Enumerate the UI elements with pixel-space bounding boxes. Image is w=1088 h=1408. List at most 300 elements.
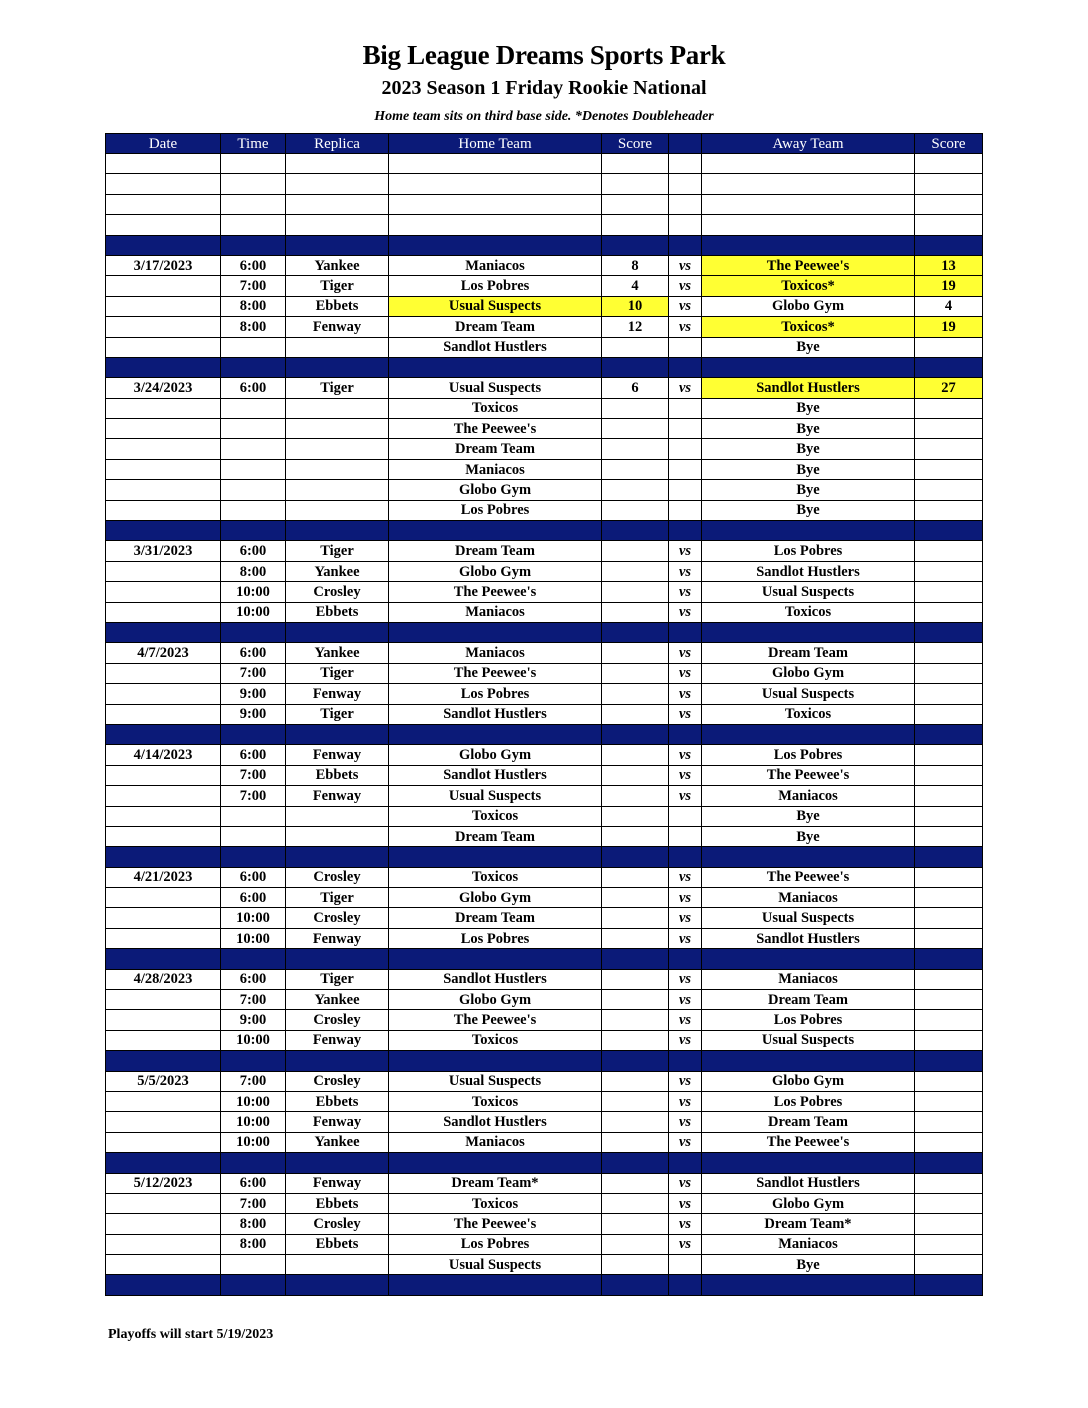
away-team-cell: Maniacos — [702, 969, 915, 989]
date-cell: 4/7/2023 — [106, 643, 221, 663]
home-team-cell: Dream Team* — [389, 1173, 602, 1193]
week-separator-row — [106, 847, 983, 867]
home-team-cell: Usual Suspects — [389, 378, 602, 398]
date-cell — [106, 663, 221, 683]
replica-cell — [286, 1051, 389, 1071]
vs-cell: vs — [669, 1071, 702, 1091]
away-team-cell: Los Pobres — [702, 1010, 915, 1030]
time-cell — [221, 1051, 286, 1071]
replica-cell: Tiger — [286, 888, 389, 908]
away-score-cell — [915, 1091, 983, 1111]
time-cell: 8:00 — [221, 317, 286, 337]
home-score-cell — [602, 908, 669, 928]
time-cell — [221, 806, 286, 826]
table-row — [106, 296, 983, 316]
away-score-cell — [915, 154, 983, 174]
vs-cell — [669, 398, 702, 418]
vs-cell — [669, 480, 702, 500]
away-team-cell: Bye — [702, 337, 915, 357]
date-cell — [106, 1255, 221, 1275]
time-cell: 9:00 — [221, 704, 286, 724]
away-team-cell: Bye — [702, 459, 915, 479]
date-cell — [106, 1214, 221, 1234]
time-cell — [221, 1153, 286, 1173]
time-cell — [221, 357, 286, 377]
time-cell: 7:00 — [221, 1193, 286, 1213]
home-team-cell — [389, 622, 602, 642]
time-cell: 10:00 — [221, 908, 286, 928]
home-score-cell — [602, 480, 669, 500]
table-row — [106, 1214, 983, 1234]
time-cell — [221, 521, 286, 541]
home-team-cell — [389, 154, 602, 174]
table-row — [106, 1173, 983, 1193]
week-separator-row — [106, 235, 983, 255]
vs-cell: vs — [669, 1193, 702, 1213]
replica-cell: Ebbets — [286, 1091, 389, 1111]
vs-cell — [669, 419, 702, 439]
date-cell — [106, 235, 221, 255]
date-cell — [106, 806, 221, 826]
date-cell — [106, 888, 221, 908]
away-score-cell: 19 — [915, 276, 983, 296]
date-cell — [106, 908, 221, 928]
vs-cell — [669, 622, 702, 642]
home-score-cell — [602, 357, 669, 377]
date-cell — [106, 786, 221, 806]
vs-cell: vs — [669, 561, 702, 581]
home-score-cell — [602, 663, 669, 683]
away-team-cell: Bye — [702, 806, 915, 826]
replica-cell — [286, 459, 389, 479]
away-score-cell — [915, 745, 983, 765]
home-score-cell — [602, 867, 669, 887]
date-cell — [106, 622, 221, 642]
home-score-cell — [602, 786, 669, 806]
date-cell: 4/21/2023 — [106, 867, 221, 887]
away-score-cell — [915, 174, 983, 194]
away-team-cell — [702, 724, 915, 744]
vs-cell: vs — [669, 1173, 702, 1193]
away-team-cell: The Peewee's — [702, 765, 915, 785]
away-team-cell — [702, 847, 915, 867]
home-team-cell: The Peewee's — [389, 419, 602, 439]
date-cell — [106, 582, 221, 602]
time-cell: 7:00 — [221, 276, 286, 296]
replica-cell: Ebbets — [286, 1193, 389, 1213]
replica-cell: Crosley — [286, 908, 389, 928]
vs-cell: vs — [669, 663, 702, 683]
header-away-score: Score — [915, 134, 983, 154]
home-score-cell — [602, 765, 669, 785]
home-score-cell — [602, 439, 669, 459]
date-cell — [106, 439, 221, 459]
table-row — [106, 398, 983, 418]
away-team-cell: The Peewee's — [702, 1132, 915, 1152]
away-team-cell: Los Pobres — [702, 541, 915, 561]
table-row — [106, 561, 983, 581]
time-cell: 6:00 — [221, 969, 286, 989]
time-cell: 10:00 — [221, 1091, 286, 1111]
home-team-cell: Globo Gym — [389, 480, 602, 500]
time-cell — [221, 622, 286, 642]
time-cell — [221, 235, 286, 255]
home-team-cell: The Peewee's — [389, 582, 602, 602]
away-score-cell — [915, 1193, 983, 1213]
replica-cell: Fenway — [286, 317, 389, 337]
away-score-cell — [915, 194, 983, 214]
date-cell — [106, 459, 221, 479]
away-score-cell — [915, 561, 983, 581]
header-row — [106, 134, 983, 154]
away-score-cell — [915, 1030, 983, 1050]
home-score-cell — [602, 704, 669, 724]
away-team-cell — [702, 1275, 915, 1295]
table-row — [106, 378, 983, 398]
date-cell — [106, 826, 221, 846]
away-score-cell: 13 — [915, 255, 983, 275]
home-score-cell — [602, 561, 669, 581]
time-cell: 6:00 — [221, 888, 286, 908]
time-cell: 10:00 — [221, 1132, 286, 1152]
vs-cell — [669, 1255, 702, 1275]
home-team-cell: Sandlot Hustlers — [389, 765, 602, 785]
time-cell — [221, 215, 286, 235]
home-score-cell: 4 — [602, 276, 669, 296]
schedule-table — [105, 133, 983, 1296]
replica-cell — [286, 724, 389, 744]
vs-cell: vs — [669, 602, 702, 622]
empty-row — [106, 194, 983, 214]
week-separator-row — [106, 724, 983, 744]
away-team-cell — [702, 235, 915, 255]
replica-cell — [286, 847, 389, 867]
table-row — [106, 684, 983, 704]
replica-cell: Fenway — [286, 745, 389, 765]
time-cell — [221, 194, 286, 214]
away-score-cell — [915, 1010, 983, 1030]
away-team-cell: Sandlot Hustlers — [702, 378, 915, 398]
home-team-cell — [389, 357, 602, 377]
away-score-cell — [915, 480, 983, 500]
date-cell — [106, 1030, 221, 1050]
replica-cell: Ebbets — [286, 296, 389, 316]
home-score-cell — [602, 194, 669, 214]
table-row — [106, 765, 983, 785]
time-cell: 7:00 — [221, 1071, 286, 1091]
away-team-cell: Usual Suspects — [702, 1030, 915, 1050]
away-score-cell — [915, 500, 983, 520]
vs-cell — [669, 357, 702, 377]
home-team-cell — [389, 174, 602, 194]
time-cell — [221, 398, 286, 418]
home-score-cell — [602, 1255, 669, 1275]
home-score-cell — [602, 398, 669, 418]
away-score-cell — [915, 806, 983, 826]
home-score-cell — [602, 643, 669, 663]
vs-cell: vs — [669, 1234, 702, 1254]
week-separator-row — [106, 622, 983, 642]
away-score-cell: 27 — [915, 378, 983, 398]
home-score-cell — [602, 459, 669, 479]
date-cell — [106, 480, 221, 500]
time-cell — [221, 724, 286, 744]
home-team-cell: The Peewee's — [389, 663, 602, 683]
vs-cell: vs — [669, 1091, 702, 1111]
away-score-cell: 4 — [915, 296, 983, 316]
home-team-cell: Los Pobres — [389, 500, 602, 520]
replica-cell: Fenway — [286, 786, 389, 806]
away-score-cell — [915, 949, 983, 969]
time-cell — [221, 459, 286, 479]
vs-cell: vs — [669, 888, 702, 908]
home-team-cell: Dream Team — [389, 541, 602, 561]
home-team-cell: Dream Team — [389, 826, 602, 846]
replica-cell — [286, 357, 389, 377]
away-score-cell — [915, 1153, 983, 1173]
week-separator-row — [106, 357, 983, 377]
time-cell: 9:00 — [221, 684, 286, 704]
date-cell: 3/31/2023 — [106, 541, 221, 561]
home-team-cell: Toxicos — [389, 867, 602, 887]
away-score-cell — [915, 622, 983, 642]
week-separator-row — [106, 521, 983, 541]
vs-cell — [669, 1275, 702, 1295]
table-row — [106, 1112, 983, 1132]
time-cell: 10:00 — [221, 1030, 286, 1050]
home-score-cell — [602, 1275, 669, 1295]
home-score-cell — [602, 847, 669, 867]
away-score-cell — [915, 663, 983, 683]
away-team-cell: Dream Team — [702, 1112, 915, 1132]
away-team-cell: Toxicos — [702, 704, 915, 724]
time-cell: 6:00 — [221, 1173, 286, 1193]
time-cell — [221, 847, 286, 867]
home-score-cell — [602, 1214, 669, 1234]
away-team-cell: Globo Gym — [702, 663, 915, 683]
away-score-cell — [915, 1112, 983, 1132]
table-row — [106, 928, 983, 948]
vs-cell — [669, 1051, 702, 1071]
away-score-cell — [915, 521, 983, 541]
away-team-cell: Globo Gym — [702, 1071, 915, 1091]
time-cell: 6:00 — [221, 745, 286, 765]
vs-cell — [669, 949, 702, 969]
vs-cell: vs — [669, 684, 702, 704]
away-score-cell — [915, 337, 983, 357]
home-team-cell: Sandlot Hustlers — [389, 969, 602, 989]
replica-cell: Ebbets — [286, 602, 389, 622]
date-cell: 4/28/2023 — [106, 969, 221, 989]
away-team-cell: Toxicos* — [702, 317, 915, 337]
home-team-cell: Toxicos — [389, 806, 602, 826]
away-team-cell: Bye — [702, 439, 915, 459]
replica-cell: Fenway — [286, 1173, 389, 1193]
date-cell — [106, 357, 221, 377]
replica-cell: Yankee — [286, 990, 389, 1010]
home-team-cell: Globo Gym — [389, 990, 602, 1010]
away-score-cell — [915, 1214, 983, 1234]
table-row — [106, 786, 983, 806]
replica-cell — [286, 215, 389, 235]
replica-cell — [286, 419, 389, 439]
date-cell — [106, 1234, 221, 1254]
home-score-cell — [602, 1132, 669, 1152]
away-score-cell — [915, 439, 983, 459]
replica-cell: Tiger — [286, 969, 389, 989]
vs-cell: vs — [669, 378, 702, 398]
table-row — [106, 1010, 983, 1030]
time-cell — [221, 949, 286, 969]
date-cell — [106, 1112, 221, 1132]
home-team-cell — [389, 724, 602, 744]
replica-cell: Tiger — [286, 541, 389, 561]
vs-cell: vs — [669, 969, 702, 989]
away-team-cell: Usual Suspects — [702, 908, 915, 928]
away-team-cell: Bye — [702, 419, 915, 439]
schedule-body — [106, 154, 983, 1296]
date-cell: 3/24/2023 — [106, 378, 221, 398]
date-cell — [106, 1275, 221, 1295]
away-team-cell — [702, 949, 915, 969]
away-score-cell — [915, 1132, 983, 1152]
date-cell — [106, 317, 221, 337]
vs-cell: vs — [669, 786, 702, 806]
time-cell — [221, 500, 286, 520]
time-cell: 8:00 — [221, 1214, 286, 1234]
time-cell: 8:00 — [221, 296, 286, 316]
table-row — [106, 602, 983, 622]
table-row — [106, 1071, 983, 1091]
home-score-cell: 10 — [602, 296, 669, 316]
table-row — [106, 1132, 983, 1152]
away-score-cell — [915, 847, 983, 867]
away-team-cell: Bye — [702, 500, 915, 520]
time-cell: 7:00 — [221, 990, 286, 1010]
home-team-cell — [389, 194, 602, 214]
replica-cell: Yankee — [286, 561, 389, 581]
home-score-cell — [602, 1112, 669, 1132]
table-row — [106, 969, 983, 989]
vs-cell: vs — [669, 582, 702, 602]
time-cell: 7:00 — [221, 663, 286, 683]
header-vs — [669, 134, 702, 154]
vs-cell — [669, 439, 702, 459]
away-score-cell — [915, 1071, 983, 1091]
vs-cell: vs — [669, 867, 702, 887]
replica-cell — [286, 194, 389, 214]
away-team-cell: Toxicos* — [702, 276, 915, 296]
date-cell — [106, 337, 221, 357]
table-row — [106, 908, 983, 928]
schedule-note: Home team sits on third base side. *Denotes Doubleheader — [374, 109, 714, 124]
home-team-cell — [389, 949, 602, 969]
date-cell: 5/5/2023 — [106, 1071, 221, 1091]
replica-cell — [286, 826, 389, 846]
home-team-cell: Dream Team — [389, 317, 602, 337]
home-team-cell: Usual Suspects — [389, 1071, 602, 1091]
table-row — [106, 276, 983, 296]
date-cell — [106, 1010, 221, 1030]
time-cell: 7:00 — [221, 786, 286, 806]
date-cell — [106, 1091, 221, 1111]
away-team-cell — [702, 174, 915, 194]
empty-row — [106, 215, 983, 235]
home-team-cell — [389, 1051, 602, 1071]
replica-cell: Fenway — [286, 684, 389, 704]
away-score-cell — [915, 602, 983, 622]
away-score-cell — [915, 1051, 983, 1071]
away-team-cell — [702, 357, 915, 377]
time-cell — [221, 1255, 286, 1275]
page-title: Big League Dreams Sports Park — [362, 40, 726, 70]
away-team-cell: Bye — [702, 480, 915, 500]
table-row — [106, 867, 983, 887]
vs-cell: vs — [669, 276, 702, 296]
replica-cell — [286, 521, 389, 541]
date-cell — [106, 765, 221, 785]
home-score-cell — [602, 969, 669, 989]
replica-cell: Crosley — [286, 1071, 389, 1091]
home-score-cell — [602, 602, 669, 622]
vs-cell — [669, 521, 702, 541]
home-score-cell — [602, 174, 669, 194]
table-row — [106, 663, 983, 683]
away-team-cell: Dream Team — [702, 990, 915, 1010]
home-score-cell — [602, 745, 669, 765]
time-cell: 6:00 — [221, 643, 286, 663]
replica-cell: Fenway — [286, 1112, 389, 1132]
home-score-cell — [602, 1173, 669, 1193]
empty-row — [106, 154, 983, 174]
table-row — [106, 439, 983, 459]
home-score-cell — [602, 888, 669, 908]
away-team-cell: Usual Suspects — [702, 582, 915, 602]
replica-cell: Yankee — [286, 643, 389, 663]
home-team-cell: Usual Suspects — [389, 296, 602, 316]
date-cell: 5/12/2023 — [106, 1173, 221, 1193]
home-score-cell — [602, 215, 669, 235]
home-team-cell: Toxicos — [389, 1030, 602, 1050]
date-cell — [106, 949, 221, 969]
away-score-cell — [915, 419, 983, 439]
vs-cell — [669, 847, 702, 867]
date-cell — [106, 847, 221, 867]
away-team-cell — [702, 1153, 915, 1173]
time-cell: 10:00 — [221, 1112, 286, 1132]
vs-cell: vs — [669, 1030, 702, 1050]
date-cell — [106, 561, 221, 581]
vs-cell: vs — [669, 704, 702, 724]
week-separator-row — [106, 949, 983, 969]
away-team-cell: Los Pobres — [702, 745, 915, 765]
away-team-cell: Maniacos — [702, 786, 915, 806]
vs-cell: vs — [669, 1112, 702, 1132]
home-team-cell — [389, 521, 602, 541]
vs-cell — [669, 724, 702, 744]
table-row — [106, 1193, 983, 1213]
home-score-cell — [602, 990, 669, 1010]
replica-cell — [286, 480, 389, 500]
table-row — [106, 459, 983, 479]
home-team-cell: Dream Team — [389, 439, 602, 459]
time-cell: 10:00 — [221, 582, 286, 602]
time-cell: 9:00 — [221, 1010, 286, 1030]
header-date: Date — [106, 134, 221, 154]
replica-cell — [286, 398, 389, 418]
home-score-cell — [602, 582, 669, 602]
date-cell — [106, 1132, 221, 1152]
